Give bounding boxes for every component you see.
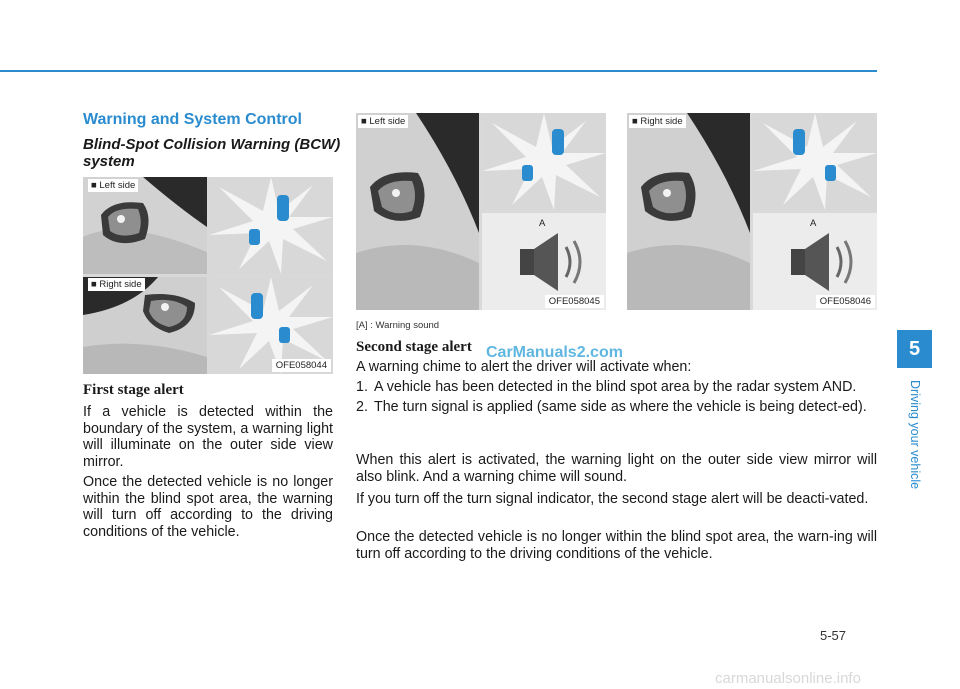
first-stage-paragraph-2: Once the detected vehicle is no longer within the blind spot area, the warning will turn off according to the driving conditions of the vehicle. [83, 474, 333, 540]
burst-image-left [209, 177, 333, 274]
figure-left-label-bottom: ■ Right side [88, 278, 145, 291]
burst-image-mid [482, 113, 606, 210]
chapter-tab-number: 5 [897, 330, 932, 368]
mirror-image-right [83, 277, 207, 374]
figure-right-code: OFE058046 [816, 295, 875, 308]
second-stage-paragraph-3: Once the detected vehicle is no longer within the blind spot area, the warn-ing will turn off according to the driving conditions of the vehicle. [356, 529, 877, 562]
step-item: 2. The turn signal is applied (same side as where the vehicle is being detect-ed). [356, 398, 867, 415]
watermark-overlay: CarManuals2.com [486, 344, 623, 361]
figure-mid-marker: A [539, 218, 546, 229]
figure-right-label: ■ Right side [629, 115, 686, 128]
burst-image-right-fig [753, 113, 877, 210]
second-stage-intro: A warning chime to alert the driver will activate when: [356, 359, 692, 375]
second-stage-steps [356, 379, 877, 418]
second-stage-heading: Second stage alert [356, 339, 472, 355]
chapter-tab-label: Driving your vehicle [908, 380, 922, 490]
subsection-title: Blind-Spot Collision Warning (BCW) system [83, 136, 341, 170]
first-stage-heading: First stage alert [83, 382, 184, 398]
figure-right-marker: A [810, 218, 817, 229]
second-stage-paragraph-1: When this alert is activated, the warning light on the outer side view mirror will also blink. And a warning chime will sound. [356, 452, 877, 485]
mirror-image-right-fig [627, 113, 750, 310]
mirror-image-mid [356, 113, 479, 310]
figure-left-label-top: ■ Left side [88, 179, 138, 192]
figure-left-panels [83, 177, 333, 374]
figure-middle [356, 113, 606, 310]
figure-mid-code: OFE058045 [545, 295, 604, 308]
step-item: 1. A vehicle has been detected in the blind spot area by the radar system AND. [356, 379, 857, 395]
watermark-footer: carmanualsonline.info [715, 670, 861, 687]
header-rule [0, 70, 877, 72]
first-stage-paragraph-1: If a vehicle is detected within the boundary of the system, a warning light will illuminate on the outer side view mirror. [83, 404, 333, 470]
second-stage-paragraph-2: If you turn off the turn signal indicator, the second stage alert will be deacti-vated. [356, 491, 869, 507]
figure-mid-label: ■ Left side [358, 115, 408, 128]
figure-caption: [A] : Warning sound [356, 320, 440, 331]
section-title: Warning and System Control [83, 111, 302, 128]
figure-left-code: OFE058044 [272, 359, 331, 372]
figure-right [627, 113, 877, 310]
page-number: 5-57 [820, 628, 847, 643]
